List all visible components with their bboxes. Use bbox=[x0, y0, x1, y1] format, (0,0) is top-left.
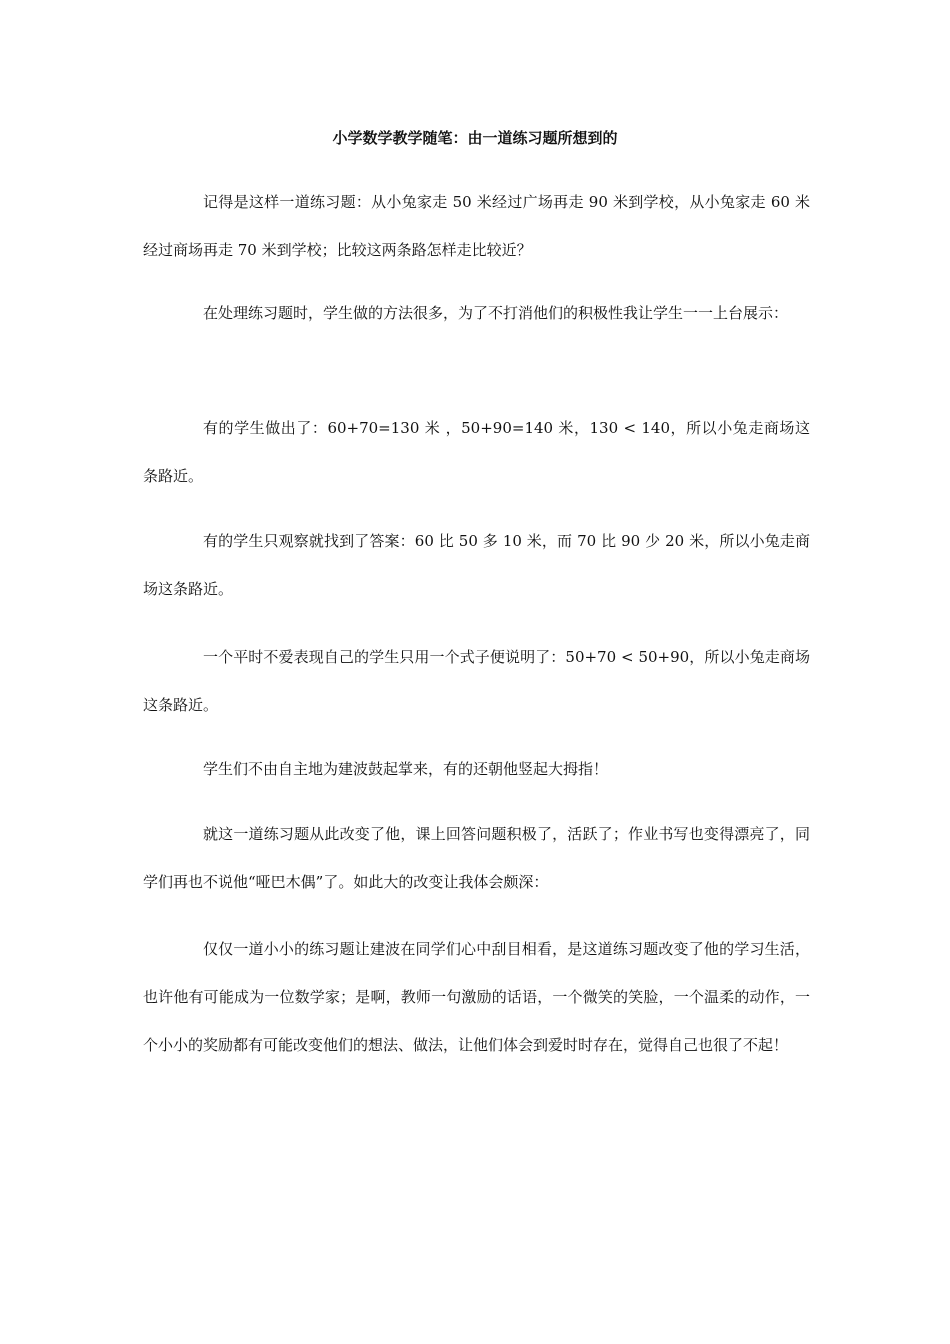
paragraph-applause: 学生们不由自主地为建波鼓起掌来，有的还朝他竖起大拇指！ bbox=[203, 760, 609, 778]
paragraph-single-expression: 一个平时不爱表现自己的学生只用一个式子便说明了：50+70 < 50+90，所以小兔走商场这条路近。 bbox=[143, 648, 810, 714]
paragraph-reflection: 仅仅一道小小的练习题让建波在同学们心中刮目相看，是这道练习题改变了他的学习生活，也许他有可能成为一位数学家；是啊，教师一句激励的话语，一个微笑的笑脸，一个温柔的动作，一个小小的奖励都有可能改变他们的想法、做法，让他们体会到爱时时存在，觉得自己也很了不起！ bbox=[143, 940, 810, 1054]
paragraph-change: 就这一道练习题从此改变了他，课上回答问题积极了，活跃了；作业书写也变得漂亮了，同学们再也不说他“哑巴木偶”了。如此大的改变让我体会颇深： bbox=[143, 825, 810, 891]
document-title: 小学数学教学随笔：由一道练习题所想到的 bbox=[332, 129, 618, 147]
paragraph-calculation-method: 有的学生做出了：60+70=130 米 ，50+90=140 米，130 < 140，所以小兔走商场这条路近。 bbox=[143, 419, 810, 485]
paragraph-student-methods: 在处理练习题时，学生做的方法很多，为了不打消他们的积极性我让学生一一上台展示： bbox=[203, 304, 789, 322]
paragraph-observation-method: 有的学生只观察就找到了答案：60 比 50 多 10 米，而 70 比 90 少 20 米，所以小兔走商场这条路近。 bbox=[143, 532, 810, 598]
paragraph-exercise-problem: 记得是这样一道练习题：从小兔家走 50 米经过广场再走 90 米到学校，从小兔家走 60 米经过商场再走 70 米到学校；比较这两条路怎样走比较近？ bbox=[143, 193, 810, 259]
